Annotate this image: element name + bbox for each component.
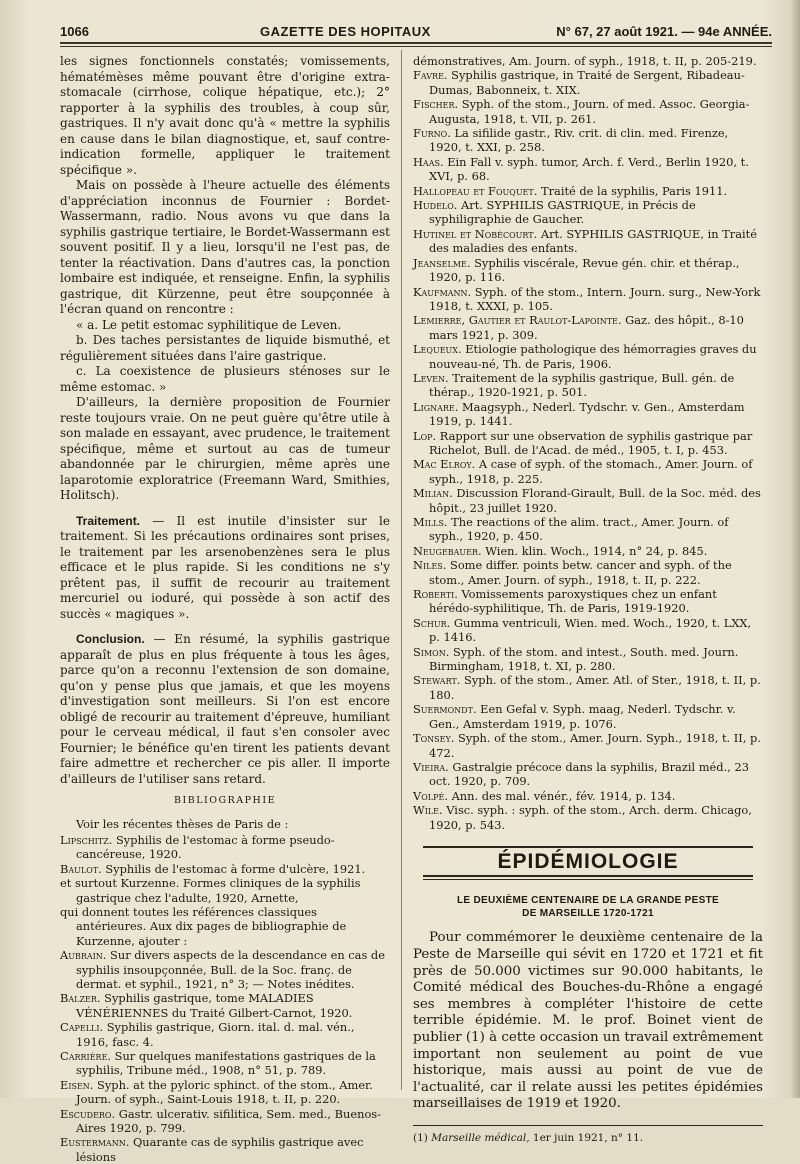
reference-text: Syph. of the stom. and intest., South. med. Journ. Birmingham, 1918, t. XI, p. 280. bbox=[429, 644, 739, 674]
reference-author: Wile. bbox=[413, 803, 443, 818]
reference-text: Some differ. points betw. cancer and syph. of the stom., Amer. Journ. of syph., 1918, t. II, p. 222. bbox=[429, 558, 732, 587]
section-heading: Conclusion. bbox=[76, 632, 145, 646]
bibliography-title: BIBLIOGRAPHIE bbox=[173, 795, 277, 806]
reference-text: Visc. syph. : syph. of the stom., Arch. derm. Chicago, 1920, p. 543. bbox=[429, 803, 752, 832]
footnote-number: (1) bbox=[413, 1131, 432, 1144]
reference-text: Traitement de la syphilis gastrique, Bull. gén. de thérap., 1920-1921, p. 501. bbox=[429, 370, 735, 400]
reference-author: Kaufmann. bbox=[413, 284, 472, 299]
reference-author: Schur. bbox=[413, 615, 451, 630]
reference-author: Mac Elroy. bbox=[413, 457, 476, 472]
reference-author: Vieira. bbox=[413, 759, 449, 774]
reference-author: Favre. bbox=[413, 68, 448, 83]
paragraph: Mais on possède à l'heure actuelle des éléments d'appréciation inconnus de Fournier : Bordet-Wassermann, radio. Nous avons vu que dans la syphilis gastrique tertiaire, le Bordet-Wassermann est souvent positif. Il y a lieu, lorsqu'il ne l'est pas, de tenter la réactivation. Dans d'autres cas, la ponction lombaire est indiquée, et renseigne. Enfin, la syphilis gastrique, dit Kürzenne, peut être soupçonnée à l'écran quand on rencontre : bbox=[60, 178, 390, 316]
article-title-line: DE MARSEILLE 1720-1721 bbox=[522, 908, 654, 920]
reference-author: Hutinel et Nobécourt. bbox=[413, 226, 538, 241]
reference-author: Simon. bbox=[413, 644, 450, 659]
reference-author: Leven. bbox=[413, 370, 449, 385]
reference-text: Art. SYPHILIS GASTRIQUE, in Précis de syphiligraphie de Gaucher. bbox=[429, 198, 696, 227]
bibliography-entry bbox=[413, 155, 763, 184]
reference-author: Fischer. bbox=[413, 97, 459, 112]
reference-author: Niles. bbox=[413, 558, 447, 573]
bibliography-entry bbox=[413, 616, 763, 645]
rule bbox=[423, 879, 753, 880]
bibliography-entry bbox=[60, 876, 390, 905]
bibliography-entry bbox=[60, 862, 390, 876]
reference-author: Tonsey. bbox=[413, 731, 455, 746]
bibliography-entry bbox=[413, 429, 763, 458]
bibliography-entry bbox=[413, 126, 763, 155]
reference-text: Sur divers aspects de la descendance en cas de syphilis insoupçonnée, Bull. de la Soc. franç. de dermat. et syphil., 1921, n° 3; — Notes inédites. bbox=[76, 948, 385, 991]
reference-text: Ein Fall v. syph. tumor, Arch. f. Verd., Berlin 1920, t. XVI, p. 68. bbox=[429, 154, 749, 184]
reference-author: Suermondt. bbox=[413, 702, 477, 717]
header-rule bbox=[60, 46, 772, 47]
reference-text: Quarante cas de syphilis gastrique avec lésions bbox=[76, 1135, 364, 1164]
footnote-journal: Marseille médical, bbox=[431, 1131, 530, 1144]
reference-author: Furno. bbox=[413, 126, 451, 141]
reference-text: Syph. of the stom., Amer. Journ. Syph., 1918, t. II, p. 472. bbox=[429, 731, 761, 760]
reference-text: Ann. des mal. vénér., fév. 1914, p. 134. bbox=[447, 788, 676, 803]
reference-author: Hallopeau et Fouquet. bbox=[413, 183, 538, 198]
bibliography-entry bbox=[60, 1049, 390, 1078]
reference-text: Syphilis gastrique, Giorn. ital. d. mal. vén., 1916, fasc. 4. bbox=[76, 1020, 355, 1049]
reference-text: Traité de la syphilis, Paris 1911. bbox=[537, 183, 728, 198]
bibliography-entry bbox=[413, 702, 763, 731]
article-title bbox=[413, 894, 763, 920]
reference-author: Haas. bbox=[413, 154, 444, 169]
bibliography-entry bbox=[413, 371, 763, 400]
section-heading: Traitement. bbox=[76, 513, 141, 528]
footnote-text: 1er juin 1921, n° 11. bbox=[529, 1131, 644, 1144]
reference-text: Rapport sur une observation de syphilis gastrique par Richelot, Bull. de l'Acad. de méd., 1905, t. I, p. 453. bbox=[429, 428, 753, 457]
reference-author: Aubrain. bbox=[60, 948, 107, 963]
bibliography-intro: Voir les récentes thèses de Paris de : bbox=[76, 816, 289, 831]
list-item: b. Des taches persistantes de liquide bismuthé, et régulièrement situées dans l'aire gastrique. bbox=[60, 333, 390, 363]
paragraph: D'ailleurs, la dernière proposition de Fournier reste toujours vraie. On ne peut guère qu'être utile à son malade en essayant, avec prudence, le traitement spécifique, même et surtout au cas de tumeur abandonnée par le chirurgien, même après une laparotomie exploratrice (Freemann Ward, Smithies, Holitsch). bbox=[60, 395, 390, 502]
bibliography-entry bbox=[413, 558, 763, 587]
reference-text: qui donnent toutes les références classiques antérieures. Aux dix pages de bibliographie de Kurzenne, ajouter : bbox=[60, 904, 347, 948]
reference-author: Baulot. bbox=[60, 861, 102, 876]
reference-author: Lemierre, Gautier et Raulot-Lapointe. bbox=[413, 313, 622, 328]
left-column bbox=[60, 54, 390, 1164]
reference-text: Gumma ventriculi, Wien. med. Woch., 1920, t. LXX, p. 1416. bbox=[429, 615, 752, 645]
article-body: Pour commémorer le deuxième centenaire de la Peste de Marseille qui sévit en 1720 et 1721 et fit près de 50.000 victimes sur 90.000 habitants, le Comité médical des Bouches-du-Rhône a engagé ses membres à compléter l'histoire de cette terrible épidémie. M. le prof. Boinet vient de publier (1) à cette occasion un travail extrêmement important non seulement au point de vue historique, mais aussi au point de vue de l'actualité, car il relate aussi les petites épidémies marseillaises de 1919 et 1920. bbox=[413, 930, 763, 1112]
paragraph: les signes fonctionnels constatés; vomissements, hématémèses même pouvant être d'origine extra-stomacale (cirrhose, colique hépatique, etc.); 2° rapporter à la syphilis des troubles, à coup sûr, gastriques. Il n'y avait donc qu'à « mettre la syphilis en cause dans le bilan diagnostique, et, sauf contre-indication formelle, appliquer le traitement spécifique ». bbox=[60, 54, 390, 177]
column-divider bbox=[401, 50, 402, 1090]
reference-text: Syphilis de l'estomac à forme pseudo-cancéreuse, 1920. bbox=[76, 832, 335, 862]
bibliography-entry bbox=[413, 256, 763, 285]
reference-text: démonstratives, Am. Journ. of syph., 1918, t. II, p. 205-219. bbox=[413, 54, 757, 68]
bibliography-entry bbox=[413, 457, 763, 486]
reference-text: Syphilis gastrique, in Traité de Sergent, Ribadeau-Dumas, Babonneix, t. XIX. bbox=[429, 68, 745, 97]
page-number: 1066 bbox=[60, 24, 89, 39]
bibliography-entry bbox=[413, 731, 763, 760]
section-body: — Il est inutile d'insister sur le traitement. Si les précautions ordinaires sont prises, le traitement par les arsenobenzènes sera le plus efficace et le plus rapide. Si les conditions ne s'y prêtent pas, il suffit de recourir au traitement mercuriel ou ioduré, qui possède à son actif des succès « magiques ». bbox=[60, 513, 390, 621]
reference-text: La sifilide gastr., Riv. crit. di clin. med. Firenze, 1920, t. XXI, p. 258. bbox=[429, 126, 729, 155]
reference-text: Een Gefal v. Syph. maag, Nederl. Tydschr. v. Gen., Amsterdam 1919, p. 1076. bbox=[429, 702, 736, 731]
bibliography-entry bbox=[60, 905, 390, 948]
reference-author: Lignare. bbox=[413, 399, 459, 414]
reference-text: Syph. at the pyloric sphinct. of the stom., Amer. Journ. of syph., Saint-Louis 1918, t. II, p. 220. bbox=[76, 1077, 373, 1107]
reference-text: Syph. of the stom., Intern. Journ. surg., New-York 1918, t. XXXI, p. 105. bbox=[429, 284, 761, 313]
reference-text: Wien. klin. Woch., 1914, n° 24, p. 845. bbox=[481, 543, 708, 558]
bibliography-entry bbox=[413, 400, 763, 429]
bibliography-entry bbox=[413, 198, 763, 227]
reference-author: Stewart. bbox=[413, 673, 461, 688]
bibliography-entry bbox=[60, 1020, 390, 1049]
bibliography-entry bbox=[413, 486, 763, 515]
reference-text: The reactions of the alim. tract., Amer. Journ. of syph., 1920, p. 450. bbox=[429, 515, 729, 544]
reference-text: Vomissements paroxystiques chez un enfant hérédo-syphilitique, Th. de Paris, 1919-1920. bbox=[429, 587, 717, 616]
bibliography-entry bbox=[413, 515, 763, 544]
reference-author: Hudelo. bbox=[413, 198, 458, 213]
bibliography-entry bbox=[413, 544, 763, 558]
reference-author: Neugebauer. bbox=[413, 543, 482, 558]
bibliography-entry bbox=[413, 342, 763, 371]
epidemiology-section bbox=[413, 846, 763, 881]
reference-text: Syphilis viscérale, Revue gén. chir. et thérap., 1920, p. 116. bbox=[429, 255, 740, 285]
section-title: ÉPIDÉMIOLOGIE bbox=[497, 849, 679, 873]
reference-text: Etiologie pathologique des hémorragies graves du nouveau-né, Th. de Paris, 1906. bbox=[429, 342, 757, 371]
reference-author: Capelli. bbox=[60, 1020, 104, 1035]
bibliography-entry bbox=[413, 789, 763, 803]
reference-author: Jeanselme. bbox=[413, 255, 471, 270]
bibliography-entry bbox=[413, 97, 763, 126]
bibliography-list-right bbox=[413, 54, 763, 832]
bibliography-list-left bbox=[60, 833, 390, 1164]
footnote-rule bbox=[413, 1125, 763, 1126]
bibliography-entry bbox=[413, 587, 763, 616]
bibliography-entry bbox=[60, 948, 390, 991]
reference-author: Eustermann. bbox=[60, 1135, 130, 1150]
reference-text: et surtout Kurzenne. Formes cliniques de la syphilis gastrique chez l'adulte, 1920, Arnette, bbox=[60, 876, 361, 905]
reference-text: Gaz. des hôpit., 8-10 mars 1921, p. 309. bbox=[429, 313, 744, 342]
reference-text: Maagsyph., Nederl. Tydschr. v. Gen., Amsterdam 1919, p. 1441. bbox=[429, 399, 745, 429]
bibliography-entry bbox=[413, 313, 763, 342]
bibliography-entry bbox=[413, 227, 763, 256]
footnote bbox=[413, 1131, 763, 1147]
reference-text: Syph. of the stom., Amer. Atl. of Ster., 1918, t. II, p. 180. bbox=[429, 673, 761, 702]
bibliography-entry bbox=[413, 673, 763, 702]
bibliography-entry bbox=[413, 285, 763, 314]
bibliography-entry bbox=[413, 68, 763, 97]
reference-author: Lop. bbox=[413, 428, 437, 443]
bibliography-entry bbox=[60, 833, 390, 862]
section-body: — En résumé, la syphilis gastrique apparaît de plus en plus fréquente à tous les âges, parce qu'on a reconnu l'extension de son domaine, qu'on y pense plus que jamais, et que les moyens d'investigation sont meilleurs. Si l'on est encore obligé de recourir au traitement d'épreuve, humiliant pour le cerveau médical, il faut s'en consoler avec Fournier; le bénéfice qu'en tirent les patients devant faire admettre et rechercher ce pis aller. Il importe d'ailleurs de l'utiliser sans retard. bbox=[60, 632, 390, 786]
page-header bbox=[60, 18, 772, 44]
bibliography-entry bbox=[413, 760, 763, 789]
reference-text: Gastralgie précoce dans la syphilis, Brazil méd., 23 oct. 1920, p. 709. bbox=[429, 759, 749, 789]
reference-author: Volpé. bbox=[413, 788, 448, 803]
reference-text: Syphilis de l'estomac à forme d'ulcère, 1921. bbox=[101, 861, 366, 876]
list-item: c. La coexistence de plusieurs sténoses sur le même estomac. » bbox=[60, 364, 390, 394]
reference-text: Syphilis gastrique, tome MALADIES VÉNÉRIENNES du Traité Gilbert-Carnot, 1920. bbox=[76, 991, 353, 1020]
bibliography-entry bbox=[413, 645, 763, 674]
list-item: « a. Le petit estomac syphilitique de Leven. bbox=[76, 317, 342, 332]
bibliography-entry bbox=[60, 1135, 390, 1164]
reference-author: Roberti. bbox=[413, 587, 458, 602]
reference-author: Mills. bbox=[413, 515, 448, 529]
reference-author: Carrière. bbox=[60, 1049, 112, 1063]
reference-author: Eisen. bbox=[60, 1077, 94, 1092]
reference-text: Art. SYPHILIS GASTRIQUE, in Traité des maladies des enfants. bbox=[429, 226, 757, 256]
reference-author: Balzer. bbox=[60, 991, 101, 1006]
conclusion-section bbox=[60, 632, 390, 787]
reference-text: A case of syph. of the stomach., Amer. Journ. of syph., 1918, p. 225. bbox=[429, 457, 753, 486]
reference-text: Sur quelques manifestations gastriques de la syphilis, Tribune méd., 1908, n° 51, p. 789. bbox=[76, 1049, 376, 1078]
traitement-section bbox=[60, 514, 390, 623]
article-title-line: LE DEUXIÈME CENTENAIRE DE LA GRANDE PESTE bbox=[457, 895, 719, 907]
bibliography-entry bbox=[413, 184, 763, 198]
reference-author: Escudero. bbox=[60, 1106, 116, 1121]
reference-text: Gastr. ulcerativ. sifilitica, Sem. med., Buenos-Aires 1920, p. 799. bbox=[76, 1106, 381, 1136]
reference-author: Lipschitz. bbox=[60, 832, 113, 847]
journal-title: GAZETTE DES HOPITAUX bbox=[260, 24, 431, 39]
rule bbox=[423, 846, 753, 848]
reference-text: Syph. of the stom., Journ. of med. Assoc. Georgia-Augusta, 1918, t. VII, p. 261. bbox=[429, 97, 750, 126]
rule bbox=[423, 875, 753, 877]
reference-text: Discussion Florand-Girault, Bull. de la Soc. méd. des hôpit., 23 juillet 1920. bbox=[429, 486, 761, 515]
bibliography-entry bbox=[60, 1107, 390, 1136]
reference-author: Milian. bbox=[413, 486, 453, 501]
bibliography-entry bbox=[60, 991, 390, 1020]
bibliography-entry bbox=[413, 803, 763, 832]
issue-info: N° 67, 27 août 1921. — 94e ANNÉE. bbox=[556, 24, 772, 39]
bibliography-entry bbox=[413, 54, 763, 68]
right-column bbox=[413, 54, 763, 1144]
bibliography-entry bbox=[60, 1078, 390, 1107]
reference-author: Lequeux. bbox=[413, 342, 462, 357]
